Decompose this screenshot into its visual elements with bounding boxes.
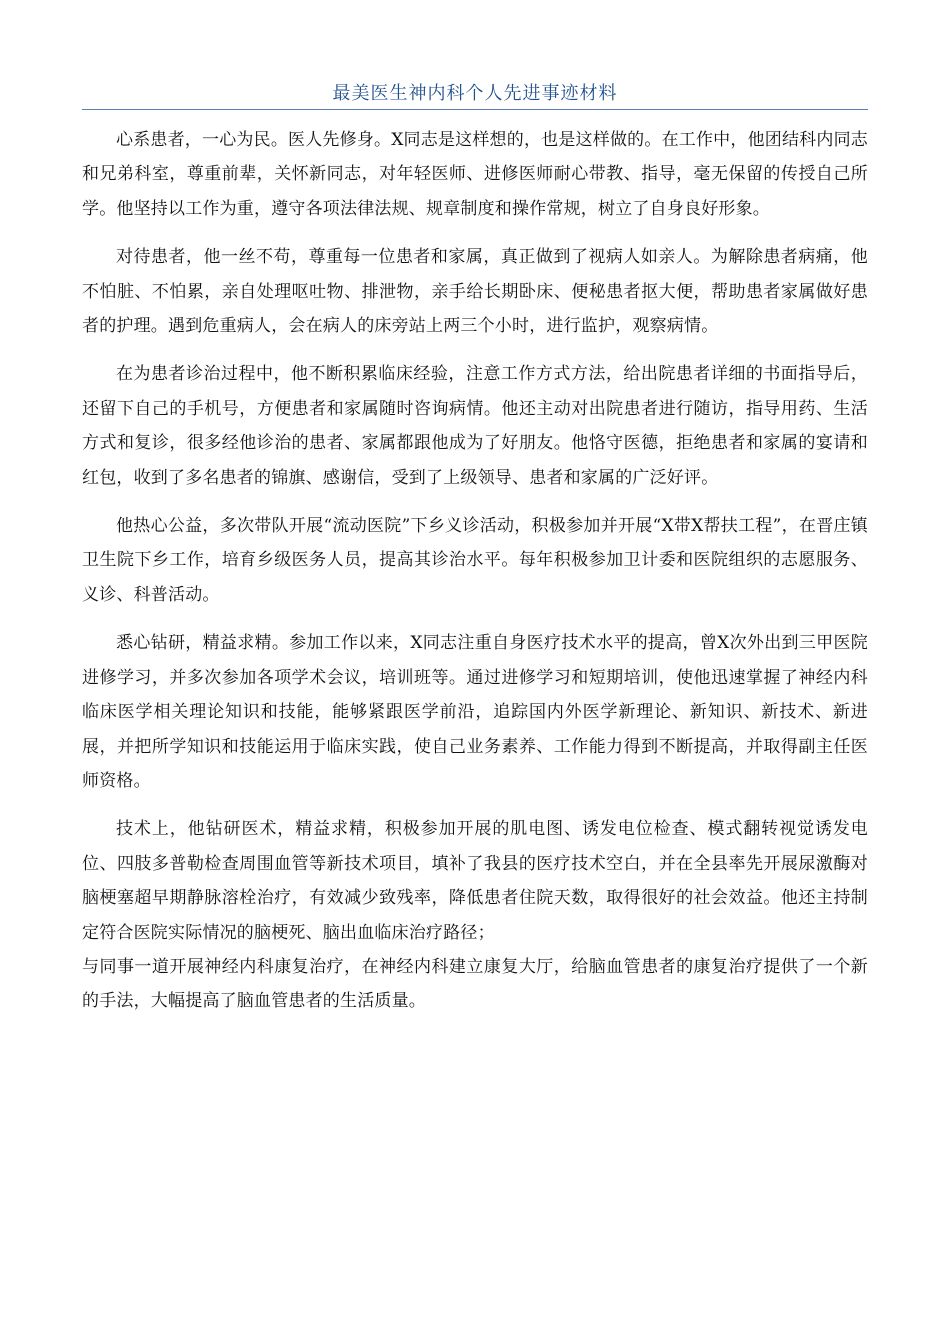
paragraph-1: 心系患者，一心为民。医人先修身。X同志是这样想的，也是这样做的。在工作中，他团结科内同志和兄弟科室，尊重前辈，关怀新同志，对年轻医师、进修医师耐心带教、指导，毫无保留的传授自己所学。他坚持以工作为重，遵守各项法律法规、规章制度和操作常规，树立了自身良好形象。 [82,130,868,219]
paragraph-3: 在为患者诊治过程中，他不断积累临床经验，注意工作方式方法，给出院患者详细的书面指导后，还留下自己的手机号，方便患者和家属随时咨询病情。他还主动对出院患者进行随访，指导用药、生活方式和复诊，很多经他诊治的患者、家属都跟他成为了好朋友。他恪守医德，拒绝患者和家属的宴请和红包，收到了多名患者的锦旗、感谢信，受到了上级领导、患者和家属的广泛好评。 [82,364,868,488]
paragraph-6: 技术上，他钻研医术，精益求精，积极参加开展的肌电图、诱发电位检查、模式翻转视觉诱发电位、四肢多普勒检查周围血管等新技术项目，填补了我县的医疗技术空白，并在全县率先开展尿激酶对脑梗塞超早期静脉溶栓治疗，有效减少致残率，降低患者住院天数，取得很好的社会效益。他还主持制定符合医院实际情况的脑梗死、脑出血临床治疗路径； [82,819,868,943]
header-divider [82,109,868,110]
document-title: 最美医生神内科个人先进事迹材料 [332,83,618,104]
paragraph-4: 他热心公益，多次带队开展“流动医院”下乡义诊活动，积极参加并开展“X带X帮扶工程”，在晋庄镇卫生院下乡工作，培育乡级医务人员，提高其诊治水平。每年积极参加卫计委和医院组织的志愿服务、义诊、科普活动。 [82,516,868,605]
paragraph-5: 悉心钻研，精益求精。参加工作以来，X同志注重自身医疗技术水平的提高，曾X次外出到三甲医院进修学习，并多次参加各项学术会议，培训班等。通过进修学习和短期培训，使他迅速掌握了神经内科临床医学相关理论知识和技能，能够紧跟医学前沿，追踪国内外医学新理论、新知识、新技术、新进展，并把所学知识和技能运用于临床实践，使自己业务素养、工作能力得到不断提高，并取得副主任医师资格。 [82,633,868,791]
paragraph-2: 对待患者，他一丝不苟，尊重每一位患者和家属，真正做到了视病人如亲人。为解除患者病痛，他不怕脏、不怕累，亲自处理呕吐物、排泄物，亲手给长期卧床、便秘患者抠大便，帮助患者家属做好患者的护理。遇到危重病人，会在病人的床旁站上两三个小时，进行监护，观察病情。 [82,247,868,337]
document-header [82,80,868,108]
document-body [82,123,868,1019]
paragraph-7: 与同事一道开展神经内科康复治疗，在神经内科建立康复大厅，给脑血管患者的康复治疗提供了一个新的手法，大幅提高了脑血管患者的生活质量。 [82,956,868,1012]
